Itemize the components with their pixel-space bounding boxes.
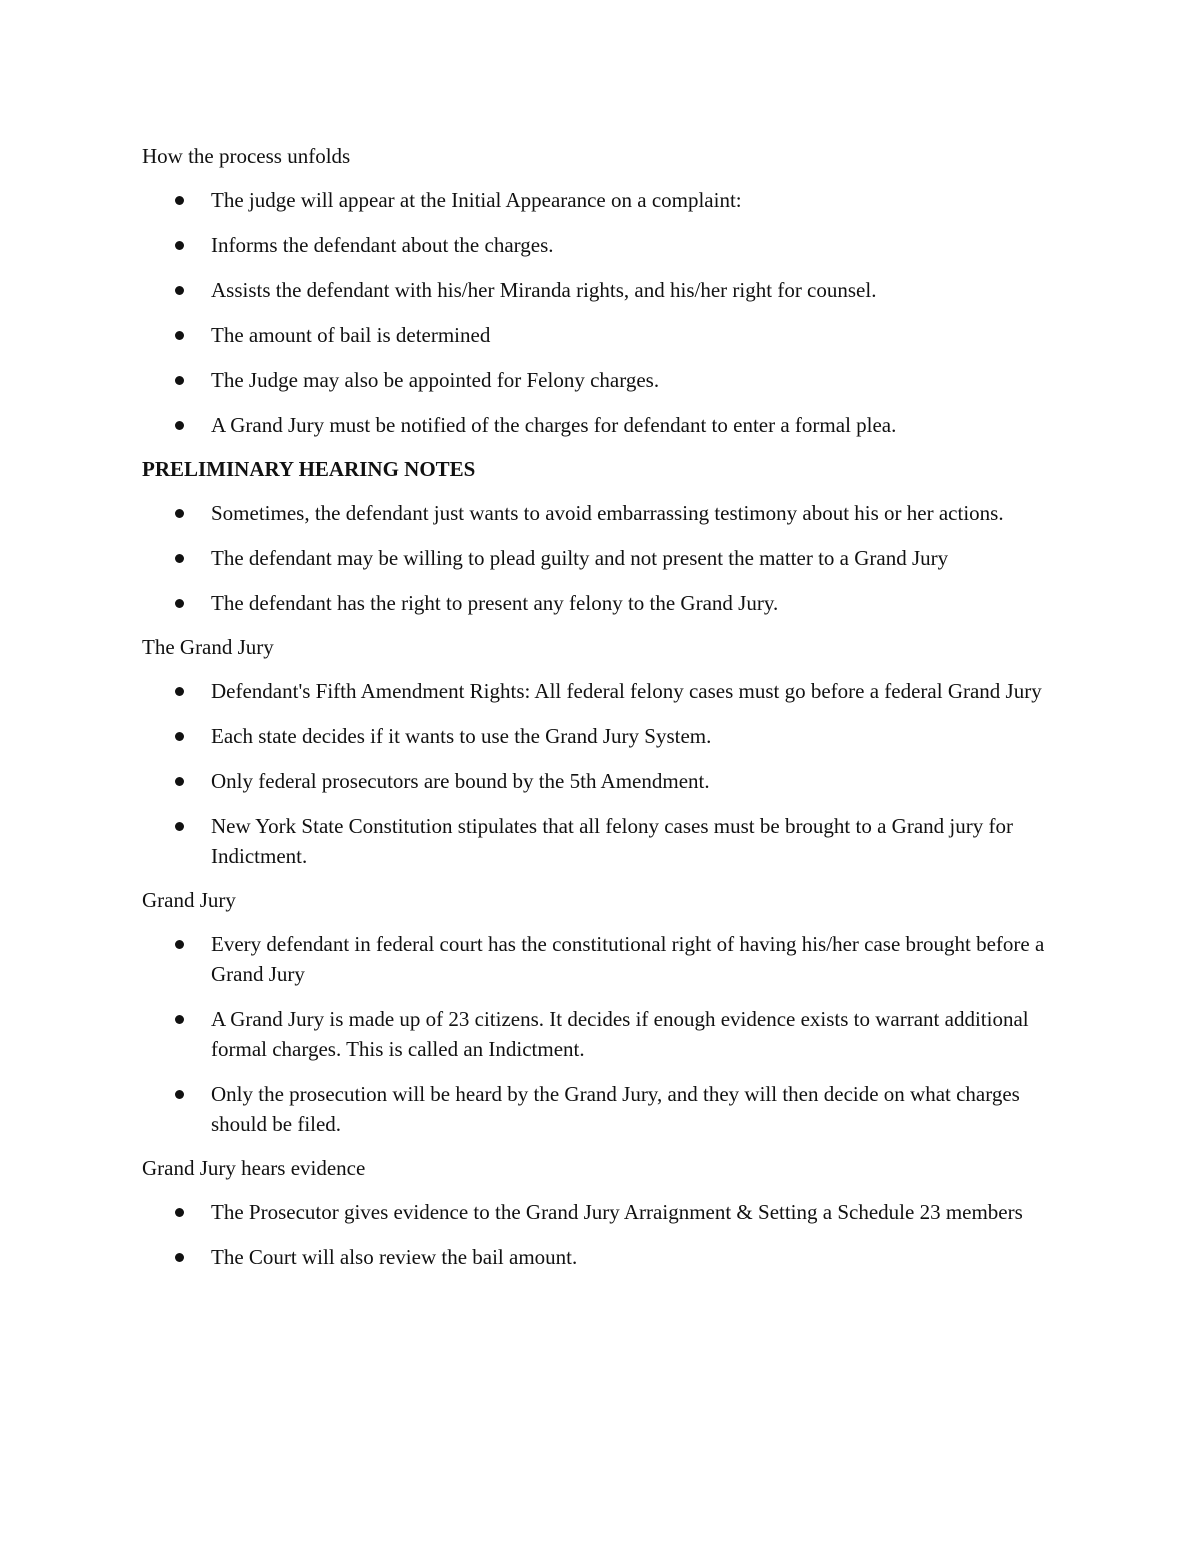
list-item-text: The judge will appear at the Initial Appearance on a complaint:: [211, 188, 742, 212]
list-item: [142, 275, 1047, 305]
bullet-icon: [175, 554, 184, 563]
section-heading: The Grand Jury: [142, 635, 274, 659]
bullet-icon: [175, 509, 184, 518]
list-item-text: Informs the defendant about the charges.: [211, 233, 554, 257]
bullet-icon: [175, 599, 184, 608]
section-process: [142, 141, 1047, 440]
document-body: [142, 141, 1047, 1286]
bullet-icon: [175, 822, 184, 831]
list-item-text: Defendant's Fifth Amendment Rights: All federal felony cases must go before a federal Grand Jury: [211, 679, 1042, 703]
list-item-text: Every defendant in federal court has the constitutional right of having his/her case brought before a Grand Jury: [211, 932, 1045, 986]
list-item: [142, 410, 1047, 440]
bullet-icon: [175, 940, 184, 949]
list-item: [142, 320, 1047, 350]
bullet-icon: [175, 331, 184, 340]
list-item: [142, 1004, 1047, 1064]
list-item-text: A Grand Jury is made up of 23 citizens. It decides if enough evidence exists to warrant additional formal charges. This is called an Indictment.: [211, 1007, 1029, 1061]
list-item-text: Only the prosecution will be heard by the Grand Jury, and they will then decide on what charges should be filed.: [211, 1082, 1020, 1136]
list-item-text: Each state decides if it wants to use the Grand Jury System.: [211, 724, 712, 748]
section-grand-jury-evidence: [142, 1153, 1047, 1272]
bullet-icon: [175, 777, 184, 786]
list-item: [142, 766, 1047, 796]
list-item-text: The amount of bail is determined: [211, 323, 491, 347]
bullet-icon: [175, 376, 184, 385]
list-item: [142, 498, 1047, 528]
section-heading: How the process unfolds: [142, 144, 351, 168]
list-item: [142, 588, 1047, 618]
bullet-list: [142, 929, 1047, 1139]
list-item: [142, 230, 1047, 260]
list-item: [142, 1242, 1047, 1272]
list-item-text: A Grand Jury must be notified of the charges for defendant to enter a formal plea.: [211, 413, 897, 437]
section-the-grand-jury: [142, 632, 1047, 871]
list-item-text: The Prosecutor gives evidence to the Grand Jury Arraignment & Setting a Schedule 23 members: [211, 1200, 1023, 1224]
list-item: [142, 1079, 1047, 1139]
list-item-text: Sometimes, the defendant just wants to avoid embarrassing testimony about his or her actions.: [211, 501, 1004, 525]
list-item: [142, 185, 1047, 215]
bullet-icon: [175, 196, 184, 205]
bullet-list: [142, 498, 1047, 618]
bullet-icon: [175, 1015, 184, 1024]
list-item: [142, 811, 1047, 871]
list-item-text: The Court will also review the bail amount.: [211, 1245, 578, 1269]
bullet-icon: [175, 1253, 184, 1262]
list-item-text: The Judge may also be appointed for Felony charges.: [211, 368, 660, 392]
list-item: [142, 543, 1047, 573]
list-item: [142, 929, 1047, 989]
list-item-text: The defendant has the right to present any felony to the Grand Jury.: [211, 591, 779, 615]
list-item-text: Assists the defendant with his/her Miranda rights, and his/her right for counsel.: [211, 278, 877, 302]
bullet-icon: [175, 1208, 184, 1217]
list-item: [142, 721, 1047, 751]
bullet-list: [142, 185, 1047, 440]
section-heading: Grand Jury: [142, 888, 236, 912]
bullet-icon: [175, 286, 184, 295]
bullet-icon: [175, 732, 184, 741]
bullet-list: [142, 676, 1047, 871]
list-item-text: Only federal prosecutors are bound by the 5th Amendment.: [211, 769, 710, 793]
bullet-icon: [175, 687, 184, 696]
list-item: [142, 365, 1047, 395]
bullet-icon: [175, 241, 184, 250]
list-item: [142, 1197, 1047, 1227]
bullet-list: [142, 1197, 1047, 1272]
section-heading: PRELIMINARY HEARING NOTES: [142, 457, 476, 481]
bullet-icon: [175, 421, 184, 430]
list-item-text: New York State Constitution stipulates that all felony cases must be brought to a Grand jury for Indictment.: [211, 814, 1013, 868]
bullet-icon: [175, 1090, 184, 1099]
section-grand-jury: [142, 885, 1047, 1139]
section-preliminary-hearing: [142, 454, 1047, 618]
list-item: [142, 676, 1047, 706]
section-heading: Grand Jury hears evidence: [142, 1156, 366, 1180]
list-item-text: The defendant may be willing to plead guilty and not present the matter to a Grand Jury: [211, 546, 949, 570]
